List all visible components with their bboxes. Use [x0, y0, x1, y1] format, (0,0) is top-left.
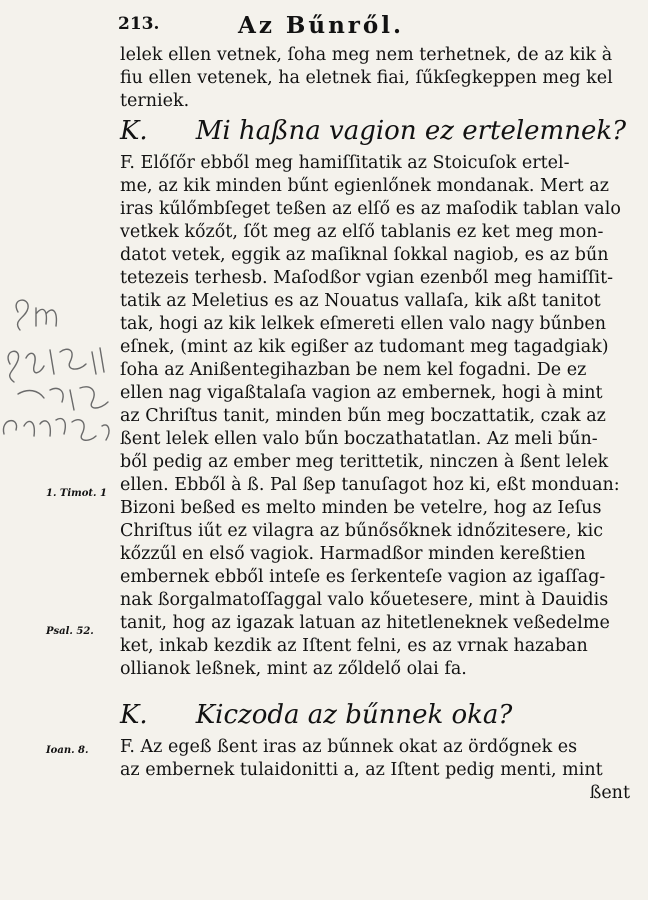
- text-line: datot vetek, eggik az maſiknal ſokkal nagiob, es az bűn: [120, 245, 609, 265]
- text-line: az Chriſtus tanit, minden bűn meg boczattatik, czak az: [120, 406, 606, 426]
- text-line: tatik az Meletius es az Nouatus vallaſa, kik aßt tanitot: [120, 291, 601, 311]
- text-line: ből pedig az ember meg terittetik, ninczen à ßent lelek: [120, 452, 609, 472]
- text-line: iras kűlőmbſeget teßen az elſő es az maſodik tablan valo: [120, 199, 621, 219]
- text-line: ellen nag vigaßtalaſa vagion az embernek, hogi à mint: [120, 383, 603, 403]
- page-number: 213.: [118, 14, 160, 34]
- text-line: Chriſtus iűt ez vilagra az bűnősőknek idnőzitesere, kic: [120, 521, 604, 541]
- text-line: ket, inkab kezdik az Iſtent felni, es az vrnak hazaban: [120, 636, 588, 656]
- text-line: tetezeis terhesb. Maſodßor vgian ezenből meg hamiſſit-: [120, 268, 614, 288]
- text-line: ßent lelek ellen valo bűn boczathatatlan. Az meli bűn-: [120, 429, 598, 449]
- text-line: tanit, hog az igazak latuan az hitetleneknek veßedelme: [120, 613, 610, 633]
- text-line: kőzzűl en első vagiok. Harmadßor minden kereßtien: [120, 544, 586, 564]
- margin-note: 1. Timot. 1: [46, 488, 107, 499]
- text-line: az embernek tulaidonitti a, az Iſtent pedig menti, mint: [120, 760, 603, 780]
- text-line: F. Előſőr ebből meg hamiſſitatik az Stoicuſok ertel-: [120, 153, 570, 173]
- handwritten-marginalia-icon: [0, 290, 118, 460]
- text-line: embernek ebből inteſe es ſerkenteſe vagion az igaſſag-: [120, 567, 606, 587]
- text-line: eſnek, (mint az kik egißer az tudomant meg tagadgiak): [120, 337, 609, 357]
- catchword: ßent: [589, 783, 630, 803]
- text-line: F. Az egeß ßent iras az bűnnek okat az ördőgnek es: [120, 737, 578, 757]
- question-text: Kiczoda az bűnnek oka?: [195, 700, 513, 730]
- text-line: me, az kik minden bűnt egienlőnek mondanak. Mert az: [120, 176, 609, 196]
- page-header: [0, 12, 648, 42]
- question-heading: [120, 114, 640, 148]
- text-line: lelek ellen vetnek, ſoha meg nem terhetnek, de az kik à: [120, 45, 613, 65]
- text-line: fiu ellen vetenek, ha eletnek fiai, ſűkſegkeppen meg kel: [120, 68, 613, 88]
- text-line: vetkek kőzőt, ſőt meg az elſő tablanis ez ket meg mon-: [120, 222, 604, 242]
- text-line: ellen. Ebből à ß. Pal ßep tanuſagot hoz ki, eßt monduan:: [120, 475, 620, 495]
- text-line: terniek.: [120, 91, 190, 111]
- margin-note: Psal. 52.: [46, 626, 94, 637]
- running-title: Az Bűnről.: [238, 12, 405, 39]
- text-line: Bizoni beßed es melto minden be vetelre, hog az Ieſus: [120, 498, 602, 518]
- question-letter: K.: [120, 700, 148, 730]
- question-heading: [120, 698, 640, 732]
- question-text: Mi haßna vagion ez ertelemnek?: [195, 116, 627, 146]
- question-letter: K.: [120, 116, 148, 146]
- text-line: ollianok leßnek, mint az zőldelő olai fa.: [120, 659, 467, 679]
- text-line: nak ßorgalmatoſſaggal valo kőuetesere, mint à Dauidis: [120, 590, 609, 610]
- margin-note: Ioan. 8.: [46, 745, 89, 756]
- text-line: ſoha az Anißentegihazban be nem kel fogadni. De ez: [120, 360, 587, 380]
- text-line: tak, hogi az kik lelkek eſmereti ellen valo nagy bűnben: [120, 314, 607, 334]
